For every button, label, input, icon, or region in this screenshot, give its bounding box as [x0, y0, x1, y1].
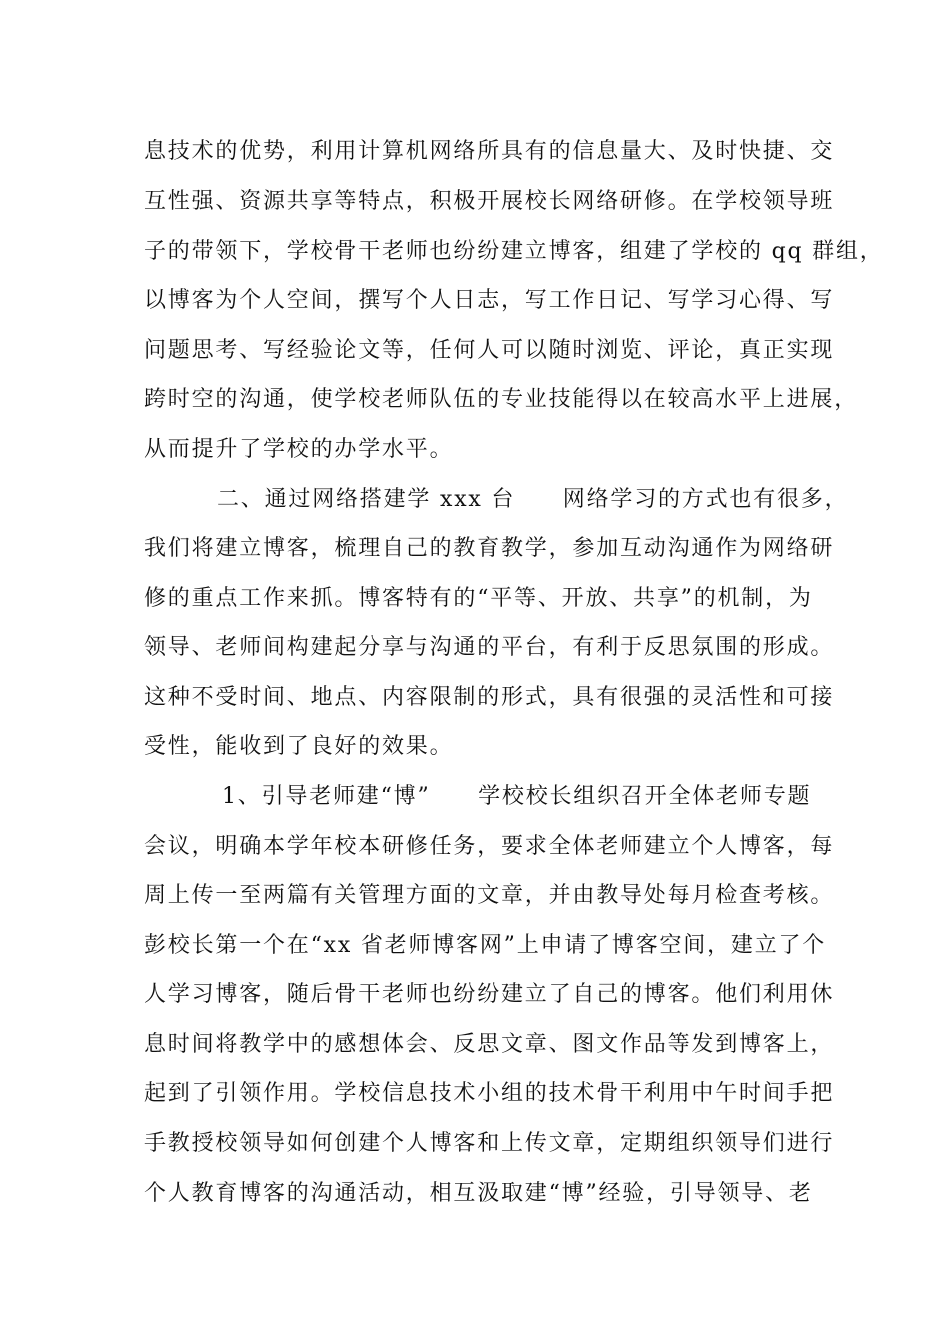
text-line: 这种不受时间、地点、内容限制的形式，具有很强的灵活性和可接: [144, 685, 835, 710]
text-line: 领导、老师间构建起分享与沟通的平台，有利于反思氛围的形成。: [144, 635, 835, 660]
text-line: 跨时空的沟通，使学校老师队伍的专业技能得以在较高水平上进展，: [144, 387, 859, 412]
text-line: 个人教育博客的沟通活动，相互汲取建“博”经验，引导领导、老: [144, 1181, 813, 1206]
text-line: 起到了引领作用。学校信息技术小组的技术骨干利用中午时间手把: [144, 1081, 835, 1106]
text-line: 彭校长第一个在“xx 省老师博客网”上申请了博客空间，建立了个: [144, 933, 827, 958]
text-line: 问题思考、写经验论文等，任何人可以随时浏览、评论，真正实现: [144, 338, 835, 363]
text-line: 修的重点工作来抓。博客特有的“平等、开放、共享”的机制，为: [144, 586, 813, 611]
text-line: 人学习博客，随后骨干老师也纷纷建立了自己的博客。他们利用休: [144, 982, 835, 1007]
text-line: 以博客为个人空间，撰写个人日志，写工作日记、写学习心得、写: [144, 288, 835, 313]
text-line: 互性强、资源共享等特点，积极开展校长网络研修。在学校领导班: [144, 189, 835, 214]
text-line: 子的带领下，学校骨干老师也纷纷建立博客，组建了学校的 qq 群组，: [144, 239, 884, 264]
text-line: 息时间将教学中的感想体会、反思文章、图文作品等发到博客上，: [144, 1032, 835, 1057]
section-heading-line: 二、通过网络搭建学 xxx 台 网络学习的方式也有很多，: [217, 487, 849, 512]
subsection-heading-line: 1、引导老师建“博” 学校校长组织召开全体老师专题: [222, 784, 812, 809]
text-line: 息技术的优势，利用计算机网络所具有的信息量大、及时快捷、交: [144, 139, 835, 164]
text-line: 我们将建立博客，梳理自己的教育教学，参加互动沟通作为网络研: [144, 536, 835, 561]
text-line: 手教授校领导如何创建个人博客和上传文章，定期组织领导们进行: [144, 1131, 835, 1156]
text-line: 会议，明确本学年校本研修任务，要求全体老师建立个人博客，每: [144, 834, 835, 859]
text-line: 周上传一至两篇有关管理方面的文章，并由教导处每月检查考核。: [144, 883, 835, 908]
text-line: 受性，能收到了良好的效果。: [144, 734, 454, 759]
text-line: 从而提升了学校的办学水平。: [144, 437, 454, 462]
